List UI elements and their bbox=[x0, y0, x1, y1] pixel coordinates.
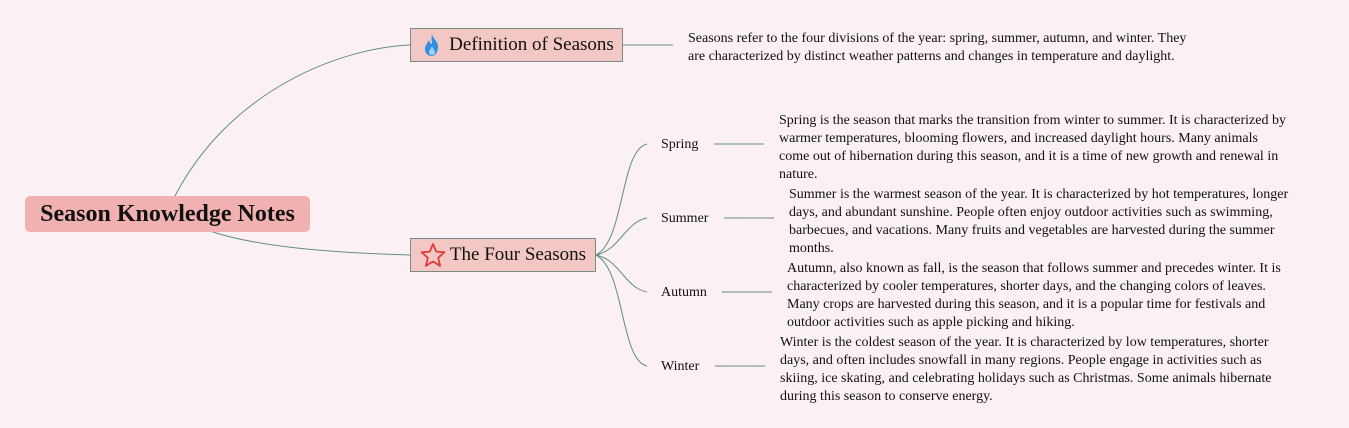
note-summer: Summer is the warmest season of the year. It is characterized by hot temperatures, longer days, and abundant sunshine. People often enjoy outdoor activities such as swimming, barbecues, and vacations. Many fruits and vegetables are harvested during the summer months. bbox=[789, 187, 1289, 256]
note-spring: Spring is the season that marks the transition from winter to summer. It is characterized by warmer temperatures, blooming flowers, and increased daylight hours. Many animals come out of hibernation during this season, and it is a time of new growth and renewal in nature. bbox=[779, 113, 1286, 182]
fire-icon bbox=[419, 32, 445, 58]
note-autumn: Autumn, also known as fall, is the season that follows summer and precedes winter. It is characterized by cooler temperatures, shorter days, and the changing colors of leaves. Many crops are harvested during this season, and it is a popular time for festivals and outdoor activities such as apple picking and hiking. bbox=[787, 261, 1281, 330]
root-topic[interactable] bbox=[25, 196, 310, 232]
connector-four-seasons-spring bbox=[596, 144, 647, 255]
topic-the-four-seasons[interactable] bbox=[410, 238, 596, 272]
subtopic-spring[interactable]: Spring bbox=[661, 137, 699, 152]
topic-label: Definition of Seasons bbox=[449, 34, 614, 55]
note-winter: Winter is the coldest season of the year. It is characterized by low temperatures, shorter days, and often includes snowfall in many regions. People engage in activities such as skiing, ice skating, and celebrating holidays such as Christmas. Some animals hibernate during this season to conserve energy. bbox=[780, 335, 1272, 404]
connector-four-seasons-winter bbox=[596, 255, 647, 366]
connector-four-seasons-autumn bbox=[596, 255, 647, 292]
connector-four-seasons-summer bbox=[596, 218, 647, 255]
connector-root-definition bbox=[175, 45, 410, 196]
subtopic-winter[interactable]: Winter bbox=[661, 359, 700, 374]
topic-label: The Four Seasons bbox=[449, 244, 587, 265]
star-icon bbox=[420, 242, 446, 268]
note-definition-of-seasons: Seasons refer to the four divisions of the year: spring, summer, autumn, and winter. They are characterized by distinct weather patterns and changes in temperature and daylight. bbox=[688, 31, 1187, 64]
topic-definition-of-seasons[interactable] bbox=[410, 28, 623, 62]
subtopic-autumn[interactable]: Autumn bbox=[661, 285, 707, 300]
connector-root-four-seasons bbox=[210, 231, 410, 255]
subtopic-summer[interactable]: Summer bbox=[661, 211, 709, 226]
root-topic-title: Season Knowledge Notes bbox=[40, 200, 295, 227]
